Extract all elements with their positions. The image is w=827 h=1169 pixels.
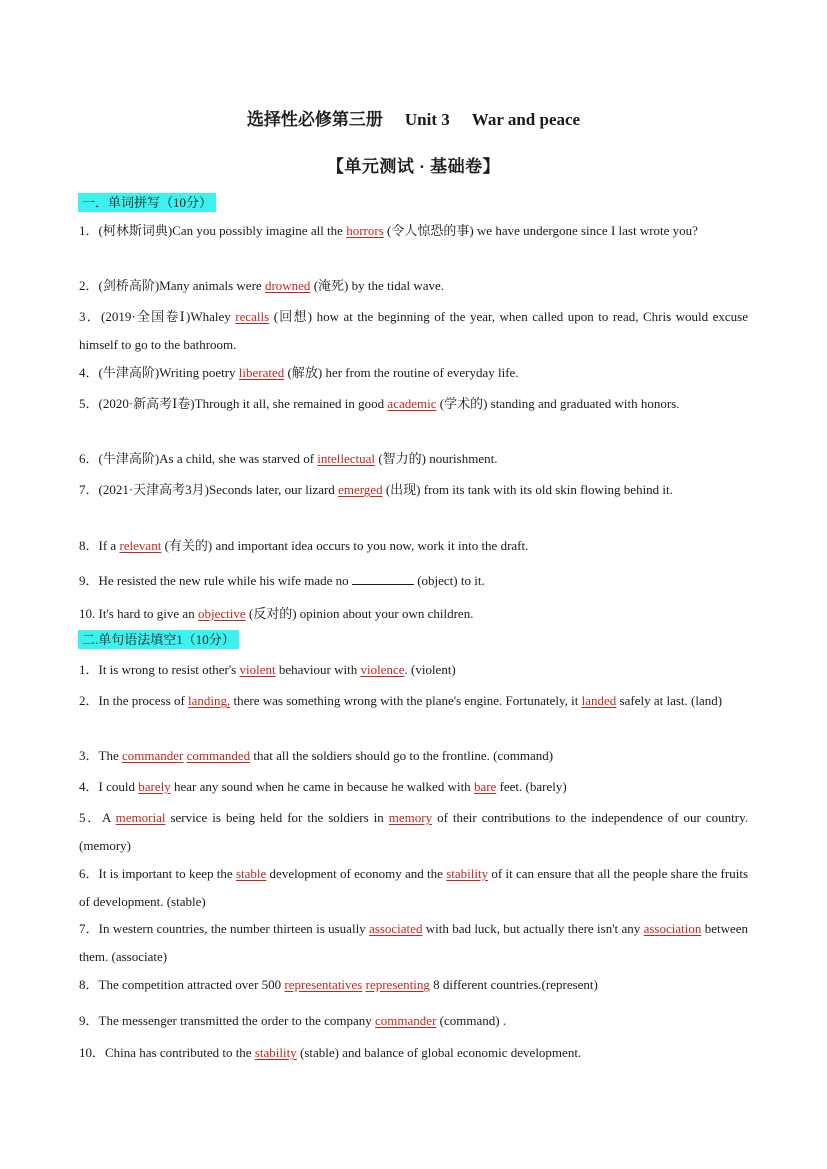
- document-title: [0, 105, 827, 130]
- answer: commanded: [186, 748, 251, 763]
- question-text: (有关的) and important idea occurs to you now, work it into the draft.: [161, 538, 529, 553]
- question-text: 6．(牛津高阶)As a child, she was starved of: [79, 451, 318, 466]
- s1-question-7: [79, 476, 748, 504]
- question-text: 7．In western countries, the number thirteen is usually: [79, 921, 370, 936]
- s1-question-9: [79, 567, 748, 595]
- question-text: (回想) how at the beginning of the year, when called upon to read, Chris would excuse himself to go to the bathroom.: [79, 309, 748, 352]
- question-text: 1．It is wrong to resist other's: [79, 662, 240, 677]
- answer: memorial: [115, 810, 166, 825]
- question-text: 9．He resisted the new rule while his wife made no: [79, 573, 352, 588]
- s2-question-6: [79, 860, 748, 915]
- question-text: between them. (associate): [79, 921, 749, 964]
- s2-question-10: [79, 1039, 748, 1067]
- s2-question-1: [79, 656, 748, 684]
- s1-question-8: [79, 532, 748, 560]
- question-text: 6．It is important to keep the: [79, 866, 236, 881]
- answer: stable: [235, 866, 267, 881]
- answer: commander: [121, 748, 184, 763]
- answer: associated: [369, 921, 423, 936]
- question-text: development of economy and the: [266, 866, 447, 881]
- title-en: War and peace: [471, 110, 581, 129]
- question-text: 2．In the process of: [79, 693, 189, 708]
- s1-question-3: [79, 303, 748, 358]
- question-text: of their contributions to the independence of our country. (memory): [79, 810, 748, 853]
- question-text: (stable) and balance of global economic development.: [296, 1045, 582, 1060]
- question-text: 3．(2019·全国卷Ⅰ)Whaley: [79, 309, 236, 324]
- answer: barely: [138, 779, 171, 794]
- question-text: 8 different countries.(represent): [429, 977, 598, 992]
- question-text: 4．I could: [79, 779, 139, 794]
- s1-question-4: [79, 359, 748, 387]
- question-text: (解放) her from the routine of everyday life.: [284, 365, 519, 380]
- question-text: 2．(剑桥高阶)Many animals were: [79, 278, 265, 293]
- s2-question-4: [79, 773, 748, 801]
- question-text: safely at last. (land): [616, 693, 723, 708]
- question-text: (出现) from its tank with its old skin flowing behind it.: [382, 482, 673, 497]
- answer: representatives: [284, 977, 363, 992]
- question-text: (command) .: [436, 1013, 507, 1028]
- question-text: 7．(2021·天津高考3月)Seconds later, our lizard: [79, 482, 339, 497]
- answer: stability: [254, 1045, 297, 1060]
- answer: bare: [473, 779, 497, 794]
- question-text: hear any sound when he came in because he walked with: [170, 779, 474, 794]
- title-unit: Unit 3: [404, 110, 450, 129]
- s2-question-2: [79, 687, 748, 715]
- question-text: 8．The competition attracted over 500: [79, 977, 285, 992]
- question-text: (令人惊恐的事) we have undergone since I last wrote you?: [383, 223, 698, 238]
- question-text: 5．A: [79, 810, 116, 825]
- question-text: 5．(2020·新高考Ⅰ卷)Through it all, she remained in good: [79, 396, 388, 411]
- s2-question-7: [79, 915, 748, 970]
- question-text: (object) to it.: [413, 573, 485, 588]
- s1-question-1: [79, 217, 748, 245]
- answer: relevant: [119, 538, 162, 553]
- title-cn: 选择性必修第三册: [246, 110, 383, 129]
- answer: violence: [360, 662, 405, 677]
- question-text: 1．(柯林斯词典)Can you possibly imagine all the: [79, 223, 347, 238]
- question-text: 10．China has contributed to the: [79, 1045, 255, 1060]
- question-text: that all the soldiers should go to the frontline. (command): [250, 748, 554, 763]
- s2-question-9: [79, 1007, 748, 1035]
- answer: intellectual: [317, 451, 376, 466]
- answer: landing,: [188, 693, 231, 708]
- section1-heading: 一．单词拼写（10分）: [78, 193, 216, 212]
- s1-question-5: [79, 390, 748, 418]
- answer: emerged: [338, 482, 383, 497]
- answer: recalls: [235, 309, 270, 324]
- answer: objective: [197, 606, 246, 621]
- document-subtitle: 【单元测试 · 基础卷】: [326, 157, 501, 176]
- answer: association: [643, 921, 702, 936]
- question-text: 8．If a: [79, 538, 120, 553]
- question-text: there was something wrong with the plane's engine. Fortunately, it: [230, 693, 582, 708]
- question-text: (智力的) nourishment.: [375, 451, 498, 466]
- s2-question-3: [79, 742, 748, 770]
- question-text: with bad luck, but actually there isn't any: [422, 921, 644, 936]
- question-text: (反对的) opinion about your own children.: [245, 606, 474, 621]
- s2-question-5: [79, 804, 748, 859]
- s1-question-10: [79, 600, 748, 628]
- answer: academic: [387, 396, 437, 411]
- answer: representing: [365, 977, 430, 992]
- answer: drowned: [264, 278, 311, 293]
- answer: horrors: [346, 223, 384, 238]
- s2-question-8: [79, 971, 748, 999]
- answer: liberated: [238, 365, 285, 380]
- question-text: 10. It's hard to give an: [79, 606, 198, 621]
- question-text: 9．The messenger transmitted the order to the company: [79, 1013, 376, 1028]
- s1-question-2: [79, 272, 748, 300]
- answer: stability: [446, 866, 489, 881]
- question-text: . (violent): [404, 662, 456, 677]
- answer: landed: [581, 693, 617, 708]
- answer: violent: [239, 662, 276, 677]
- question-text: service is being held for the soldiers in: [165, 810, 389, 825]
- question-text: of it can ensure that all the people share the fruits of development. (stable): [79, 866, 748, 909]
- s1-question-6: [79, 445, 748, 473]
- answer: commander: [375, 1013, 437, 1028]
- question-text: feet. (barely): [496, 779, 567, 794]
- question-text: (学术的) standing and graduated with honors.: [436, 396, 680, 411]
- question-text: (淹死) by the tidal wave.: [310, 278, 445, 293]
- question-text: 4．(牛津高阶)Writing poetry: [79, 365, 239, 380]
- answer: memory: [388, 810, 433, 825]
- answer-blank[interactable]: [352, 572, 414, 585]
- question-text: behaviour with: [275, 662, 361, 677]
- question-text: 3．The: [79, 748, 122, 763]
- section2-heading: 二.单句语法填空1（10分）: [78, 630, 239, 649]
